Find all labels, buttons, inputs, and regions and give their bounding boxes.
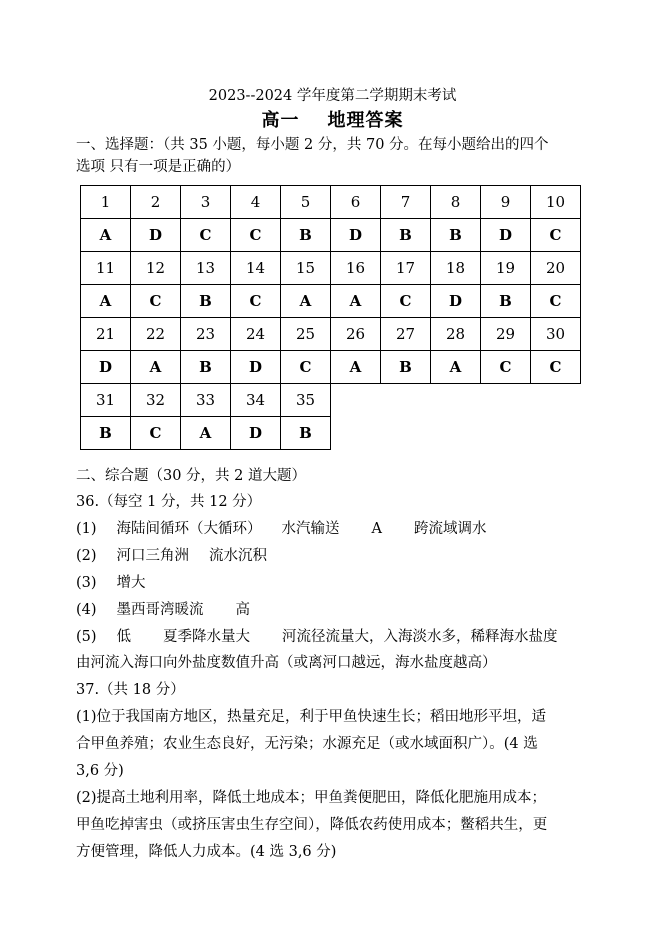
- q36-item-1: [76, 517, 487, 538]
- question-number: 17: [381, 252, 431, 285]
- question-number: 4: [231, 186, 281, 219]
- answer-cell: B: [281, 417, 331, 450]
- section2-heading: 二、综合题（30 分，共 2 道大题）: [76, 468, 307, 484]
- answer-cell: A: [431, 351, 481, 384]
- answer-text: 跨流域调水: [414, 521, 487, 537]
- q36-item-5: [76, 625, 558, 646]
- answer-text: 流水沉积: [209, 548, 268, 564]
- answer-cell: B: [381, 219, 431, 252]
- answer-text: 低: [116, 629, 132, 645]
- answer-cell: D: [131, 219, 181, 252]
- q36-item-2: [76, 544, 267, 565]
- answer-cell: B: [181, 351, 231, 384]
- question-number: 33: [181, 384, 231, 417]
- empty-cell: [531, 417, 581, 450]
- answer-text: 增大: [116, 575, 146, 591]
- question-number: 1: [81, 186, 131, 219]
- answer-cell: D: [481, 219, 531, 252]
- q36-item-3: [76, 571, 146, 592]
- question-number: 34: [231, 384, 281, 417]
- table-row-answers: [81, 285, 581, 318]
- empty-cell: [431, 384, 481, 417]
- question-number: 23: [181, 318, 231, 351]
- section1-heading-line2: 选项 只有一项是正确的）: [76, 159, 241, 175]
- question-number: 5: [281, 186, 331, 219]
- answer-cell: A: [181, 417, 231, 450]
- question-number: 7: [381, 186, 431, 219]
- question-number: 2: [131, 186, 181, 219]
- answer-cell: C: [231, 219, 281, 252]
- question-number: 27: [381, 318, 431, 351]
- answer-cell: C: [531, 285, 581, 318]
- q36-item-5-continuation: 由河流入海口向外盐度数值升高（或离河口越远，海水盐度越高）: [76, 655, 497, 671]
- item-number: (1): [76, 521, 97, 537]
- question-number: 8: [431, 186, 481, 219]
- q37-p2-line: 方便管理，降低人力成本。(4 选 3,6 分): [76, 844, 337, 860]
- answer-cell: B: [431, 219, 481, 252]
- item-number: (3): [76, 575, 97, 591]
- answer-cell: B: [81, 417, 131, 450]
- question-number: 22: [131, 318, 181, 351]
- q36-heading: 36.（每空 1 分，共 12 分）: [76, 494, 262, 510]
- q37-p1-line: (1)位于我国南方地区，热量充足，利于甲鱼快速生长；稻田地形平坦，适: [76, 709, 547, 725]
- table-row-numbers: [81, 186, 581, 219]
- answer-table: [80, 185, 581, 450]
- question-number: 14: [231, 252, 281, 285]
- answer-cell: C: [531, 351, 581, 384]
- q37-p2-line: 甲鱼吃掉害虫（或挤压害虫生存空间），降低农药使用成本；鳖稻共生，更: [76, 817, 548, 833]
- question-number: 9: [481, 186, 531, 219]
- question-number: 21: [81, 318, 131, 351]
- empty-cell: [431, 417, 481, 450]
- answer-cell: C: [481, 351, 531, 384]
- q37-p1-line: 3,6 分): [76, 763, 124, 779]
- question-number: 29: [481, 318, 531, 351]
- page-title: [0, 106, 665, 132]
- answer-cell: B: [181, 285, 231, 318]
- q37-heading: 37.（共 18 分）: [76, 682, 185, 698]
- answer-cell: C: [231, 285, 281, 318]
- question-number: 25: [281, 318, 331, 351]
- table-row-answers: [81, 219, 581, 252]
- empty-cell: [531, 384, 581, 417]
- answer-cell: C: [381, 285, 431, 318]
- empty-cell: [331, 384, 381, 417]
- answer-cell: B: [381, 351, 431, 384]
- answer-text: 夏季降水量大: [163, 629, 251, 645]
- empty-cell: [481, 384, 531, 417]
- q36-item-4: [76, 598, 250, 619]
- empty-cell: [381, 384, 431, 417]
- table-row-answers: [81, 351, 581, 384]
- question-number: 13: [181, 252, 231, 285]
- table-row-answers: [81, 417, 581, 450]
- answer-cell: A: [331, 351, 381, 384]
- answer-cell: A: [331, 285, 381, 318]
- exam-title: 2023--2024 学年度第二学期期末考试: [208, 88, 457, 104]
- empty-cell: [381, 417, 431, 450]
- answer-text: 海陆间循环（大循环）: [116, 521, 262, 537]
- answer-text: 水汽输送: [281, 521, 340, 537]
- answer-cell: D: [81, 351, 131, 384]
- q37-p1-line: 合甲鱼养殖；农业生态良好，无污染；水源充足（或水域面积广）。(4 选: [76, 736, 538, 752]
- question-number: 15: [281, 252, 331, 285]
- item-number: (5): [76, 629, 97, 645]
- answer-cell: A: [131, 351, 181, 384]
- answer-cell: B: [281, 219, 331, 252]
- question-number: 6: [331, 186, 381, 219]
- answer-cell: C: [531, 219, 581, 252]
- table-row-numbers: [81, 252, 581, 285]
- question-number: 16: [331, 252, 381, 285]
- question-number: 12: [131, 252, 181, 285]
- question-number: 26: [331, 318, 381, 351]
- item-number: (4): [76, 602, 97, 618]
- table-row-numbers: [81, 384, 581, 417]
- subject-label: 地理答案: [327, 110, 404, 131]
- answer-cell: D: [431, 285, 481, 318]
- empty-cell: [481, 417, 531, 450]
- answer-cell: D: [231, 417, 281, 450]
- answer-text: 河口三角洲: [116, 548, 190, 564]
- answer-cell: C: [131, 417, 181, 450]
- answer-cell: A: [81, 219, 131, 252]
- answer-text: 高: [235, 602, 251, 618]
- question-number: 30: [531, 318, 581, 351]
- question-number: 20: [531, 252, 581, 285]
- question-number: 19: [481, 252, 531, 285]
- table-row-numbers: [81, 318, 581, 351]
- grade-label: 高一: [261, 110, 300, 131]
- answer-cell: A: [81, 285, 131, 318]
- answer-text: 墨西哥湾暖流: [116, 602, 204, 618]
- answer-cell: C: [181, 219, 231, 252]
- answer-cell: D: [331, 219, 381, 252]
- question-number: 35: [281, 384, 331, 417]
- question-number: 18: [431, 252, 481, 285]
- empty-cell: [331, 417, 381, 450]
- question-number: 31: [81, 384, 131, 417]
- answer-cell: A: [281, 285, 331, 318]
- q37-p2-line: (2)提高土地利用率，降低土地成本；甲鱼粪便肥田，降低化肥施用成本；: [76, 790, 547, 806]
- question-number: 3: [181, 186, 231, 219]
- question-number: 10: [531, 186, 581, 219]
- question-number: 28: [431, 318, 481, 351]
- question-number: 24: [231, 318, 281, 351]
- answer-cell: C: [281, 351, 331, 384]
- answer-cell: C: [131, 285, 181, 318]
- answer-cell: D: [231, 351, 281, 384]
- answer-cell: B: [481, 285, 531, 318]
- answer-text: A: [371, 521, 383, 537]
- question-number: 11: [81, 252, 131, 285]
- section1-heading-line1: 一、选择题：（共 35 小题，每小题 2 分，共 70 分。在每小题给出的四个: [76, 137, 549, 153]
- answer-text: 河流径流量大，入海淡水多，稀释海水盐度: [282, 629, 558, 645]
- question-number: 32: [131, 384, 181, 417]
- item-number: (2): [76, 548, 97, 564]
